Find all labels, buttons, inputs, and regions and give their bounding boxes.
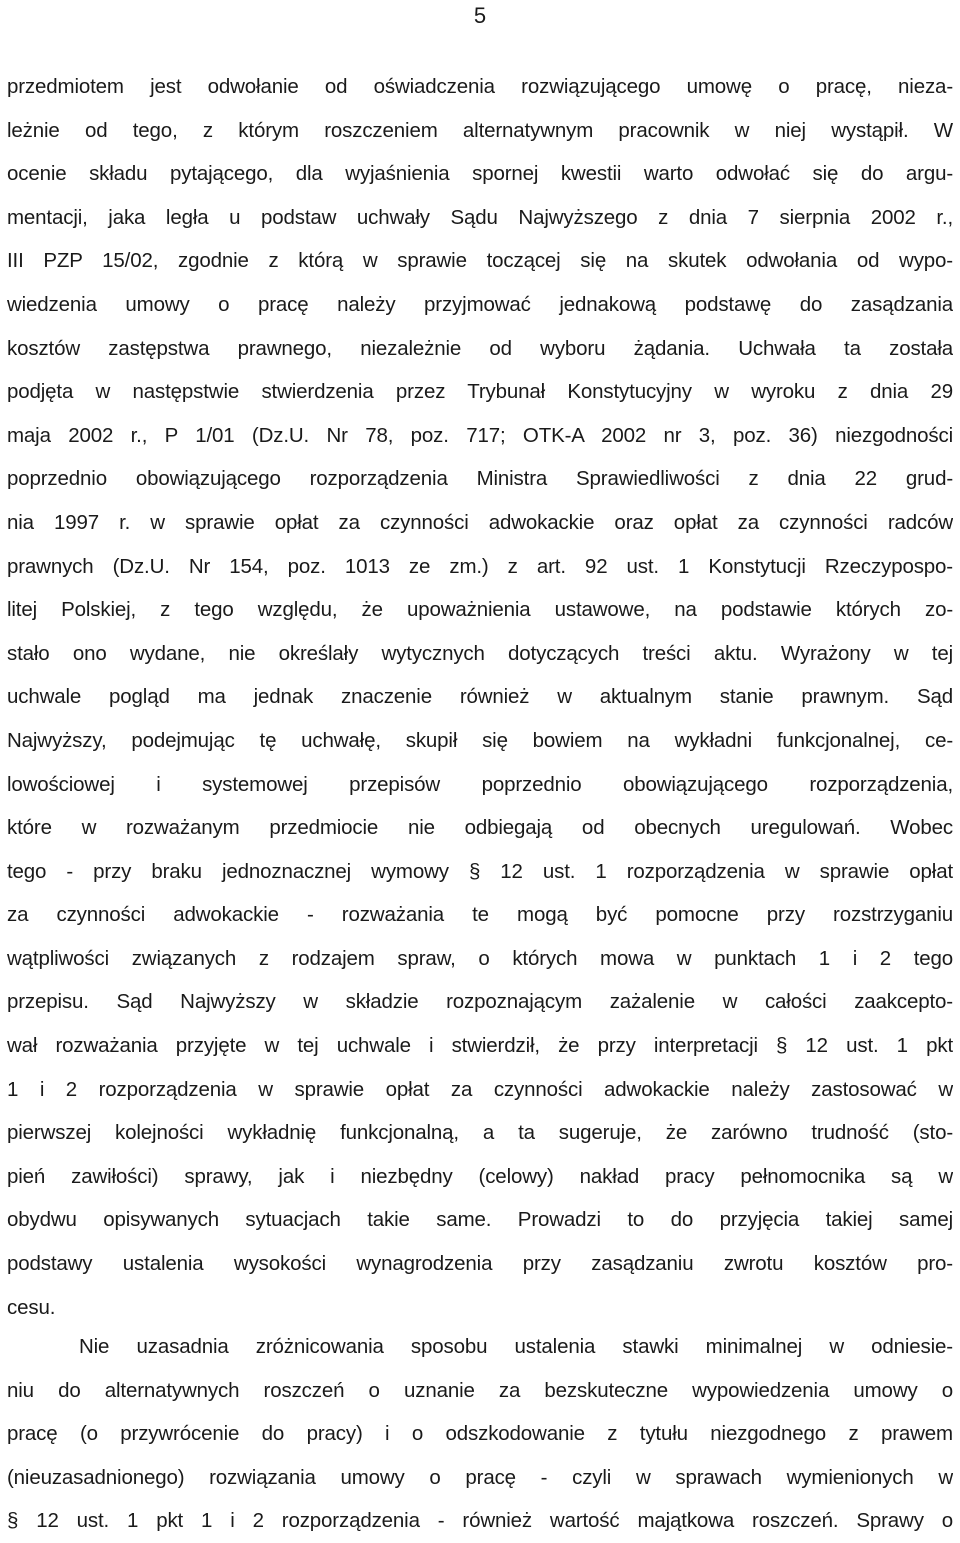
text-line: § 12 ust. 1 pkt 1 i 2 rozporządzenia - również wartość majątkowa roszczeń. Sprawy o (7, 1509, 953, 1533)
text-line: obydwu opisywanych sytuacjach takie same. Prowadzi to do przyjęcia takiej samej (7, 1208, 953, 1232)
text-line: które w rozważanym przedmiocie nie odbiegają od obecnych uregulowań. Wobec (7, 816, 953, 840)
text-line: III PZP 15/02, zgodnie z którą w sprawie toczącej się na skutek odwołania od wypo- (7, 249, 953, 273)
text-line: stało ono wydane, nie określały wytycznych dotyczących treści aktu. Wyrażony w tej (7, 641, 953, 665)
text-line: pień zawiłości) sprawy, jak i niezbędny (celowy) nakład pracy pełnomocnika są w (7, 1164, 953, 1188)
text-line: za czynności adwokackie - rozważania te mogą być pomocne przy rozstrzyganiu (7, 903, 953, 927)
text-line: Nie uzasadnia zróżnicowania sposobu ustalenia stawki minimalnej w odniesie- (79, 1335, 953, 1358)
text-line: pierwszej kolejności wykładnię funkcjonalną, a ta sugeruje, że zarówno trudność (sto- (7, 1121, 953, 1145)
text-line: wał rozważania przyjęte w tej uchwale i stwierdził, że przy interpretacji § 12 ust. 1 pkt (7, 1034, 953, 1058)
text-line: przedmiotem jest odwołanie od oświadczenia rozwiązującego umowę o pracę, nieza- (7, 75, 953, 98)
text-line: mentacji, jaka legła u podstaw uchwały Sądu Najwyższego z dnia 7 sierpnia 2002 r., (7, 205, 953, 229)
text-line: podstawy ustalenia wysokości wynagrodzenia przy zasądzaniu zwrotu kosztów pro- (7, 1252, 953, 1276)
text-line: ocenie składu pytającego, dla wyjaśnienia spornej kwestii warto odwołać się do argu- (7, 162, 953, 186)
text-line: podjęta w następstwie stwierdzenia przez Trybunał Konstytucyjny w wyroku z dnia 29 (7, 380, 953, 404)
text-line: pracę (o przywrócenie do pracy) i o odszkodowanie z tytułu niezgodnego z prawem (7, 1422, 953, 1446)
text-line: nia 1997 r. w sprawie opłat za czynności adwokackie oraz opłat za czynności radców (7, 510, 953, 534)
text-line: wiedzenia umowy o pracę należy przyjmować jednakową podstawę do zasądzania (7, 292, 953, 316)
text-line: litej Polskiej, z tego względu, że upoważnienia ustawowe, na podstawie których zo- (7, 598, 953, 622)
text-line: wątpliwości związanych z rodzajem spraw, o których mowa w punktach 1 i 2 tego (7, 946, 953, 970)
text-line: prawnych (Dz.U. Nr 154, poz. 1013 ze zm.) z art. 92 ust. 1 Konstytucji Rzeczypospo- (7, 554, 953, 578)
text-line: uchwale pogląd ma jednak znaczenie również w aktualnym stanie prawnym. Sąd (7, 685, 953, 709)
paragraph-2 (7, 1325, 953, 1543)
paragraph-1 (7, 65, 953, 1329)
text-line: maja 2002 r., P 1/01 (Dz.U. Nr 78, poz. 717; OTK-A 2002 nr 3, poz. 36) niezgodności (7, 423, 953, 447)
text-line: 1 i 2 rozporządzenia w sprawie opłat za czynności adwokackie należy zastosować w (7, 1077, 953, 1101)
text-line: przepisu. Sąd Najwyższy w składzie rozpoznającym zażalenie w całości zaakcepto- (7, 990, 953, 1014)
text-line: poprzednio obowiązującego rozporządzenia Ministra Sprawiedliwości z dnia 22 grud- (7, 467, 953, 491)
text-line: (nieuzasadnionego) rozwiązania umowy o pracę - czyli w sprawach wymienionych w (7, 1465, 953, 1489)
text-line: cesu. (7, 1295, 56, 1319)
text-line: tego - przy braku jednoznacznej wymowy § 12 ust. 1 rozporządzenia w sprawie opłat (7, 859, 953, 883)
text-line: lowościowej i systemowej przepisów poprzednio obowiązującego rozporządzenia, (7, 772, 953, 796)
text-line: niu do alternatywnych roszczeń o uznanie za bezskuteczne wypowiedzenia umowy o (7, 1378, 953, 1402)
text-line: leżnie od tego, z którym roszczeniem alternatywnym pracownik w niej wystąpił. W (7, 118, 953, 142)
text-line: Najwyższy, podejmując tę uchwałę, skupił się bowiem na wykładni funkcjonalnej, ce- (7, 728, 953, 752)
page-number: 5 (473, 3, 487, 28)
text-line: kosztów zastępstwa prawnego, niezależnie od wyboru żądania. Uchwała ta została (7, 336, 953, 360)
